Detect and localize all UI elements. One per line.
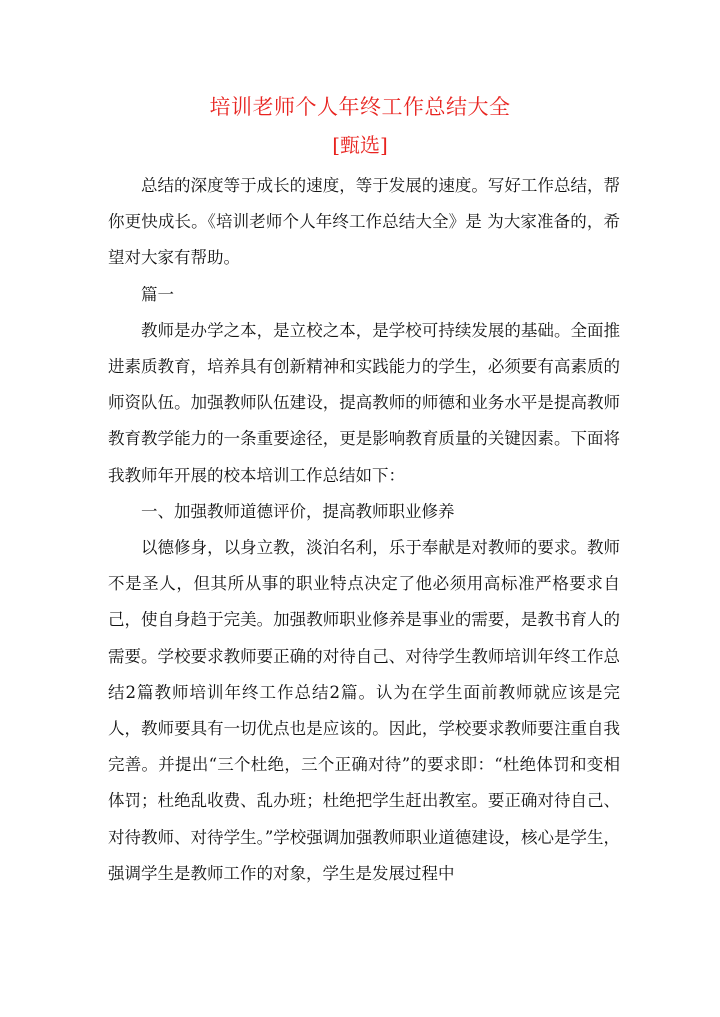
body-paragraph: 教师是办学之本，是立校之本，是学校可持续发展的基础。全面推进素质教育，培养具有创新精神和实践能力的学生，必须要有高素质的师资队伍。加强教师队伍建设，提高教师的师德和业务水平是提高教师教育教学能力的一条重要途径，更是影响教育质量的关键因素。下面将我教师年开展的校本培训工作总结如下： (108, 320, 620, 485)
section-label: 篇一 (141, 284, 174, 304)
document-title: 培训老师个人年终工作总结大全 (209, 95, 511, 119)
document-body (108, 168, 620, 892)
body-paragraph: 以德修身，以身立教，淡泊名利，乐于奉献是对教师的要求。教师不是圣人，但其所从事的职业特点决定了他必须用高标准严格要求自己，使自身趋于完美。加强教师职业修养是事业的需要，是教书育人的需要。学校要求教师要正确的对待自己、对待学生教师培训年终工作总结2篇教师培训年终工作总结2篇。认为在学生面前教师就应该是完人，教师要具有一切优点也是应该的。因此，学校要求教师要注重自我完善。并提出“三个杜绝，三个正确对待”的要求即：“杜绝体罚和变相体罚；杜绝乱收费、乱办班；杜绝把学生赶出教室。要正确对待自己、对待教师、对待学生。”学校强调加强教师职业道德建设，核心是学生，强调学生是教师工作的对象，学生是发展过程中 (108, 538, 620, 883)
document-subtitle: [甄选] (332, 133, 388, 157)
intro-paragraph: 总结的深度等于成长的速度，等于发展的速度。写好工作总结，帮你更快成长。《培训老师个人年终工作总结大全》是 为大家准备的，希望对大家有帮助。 (108, 176, 620, 268)
section-heading: 一、加强教师道德评价，提高教师职业修养 (141, 501, 455, 521)
